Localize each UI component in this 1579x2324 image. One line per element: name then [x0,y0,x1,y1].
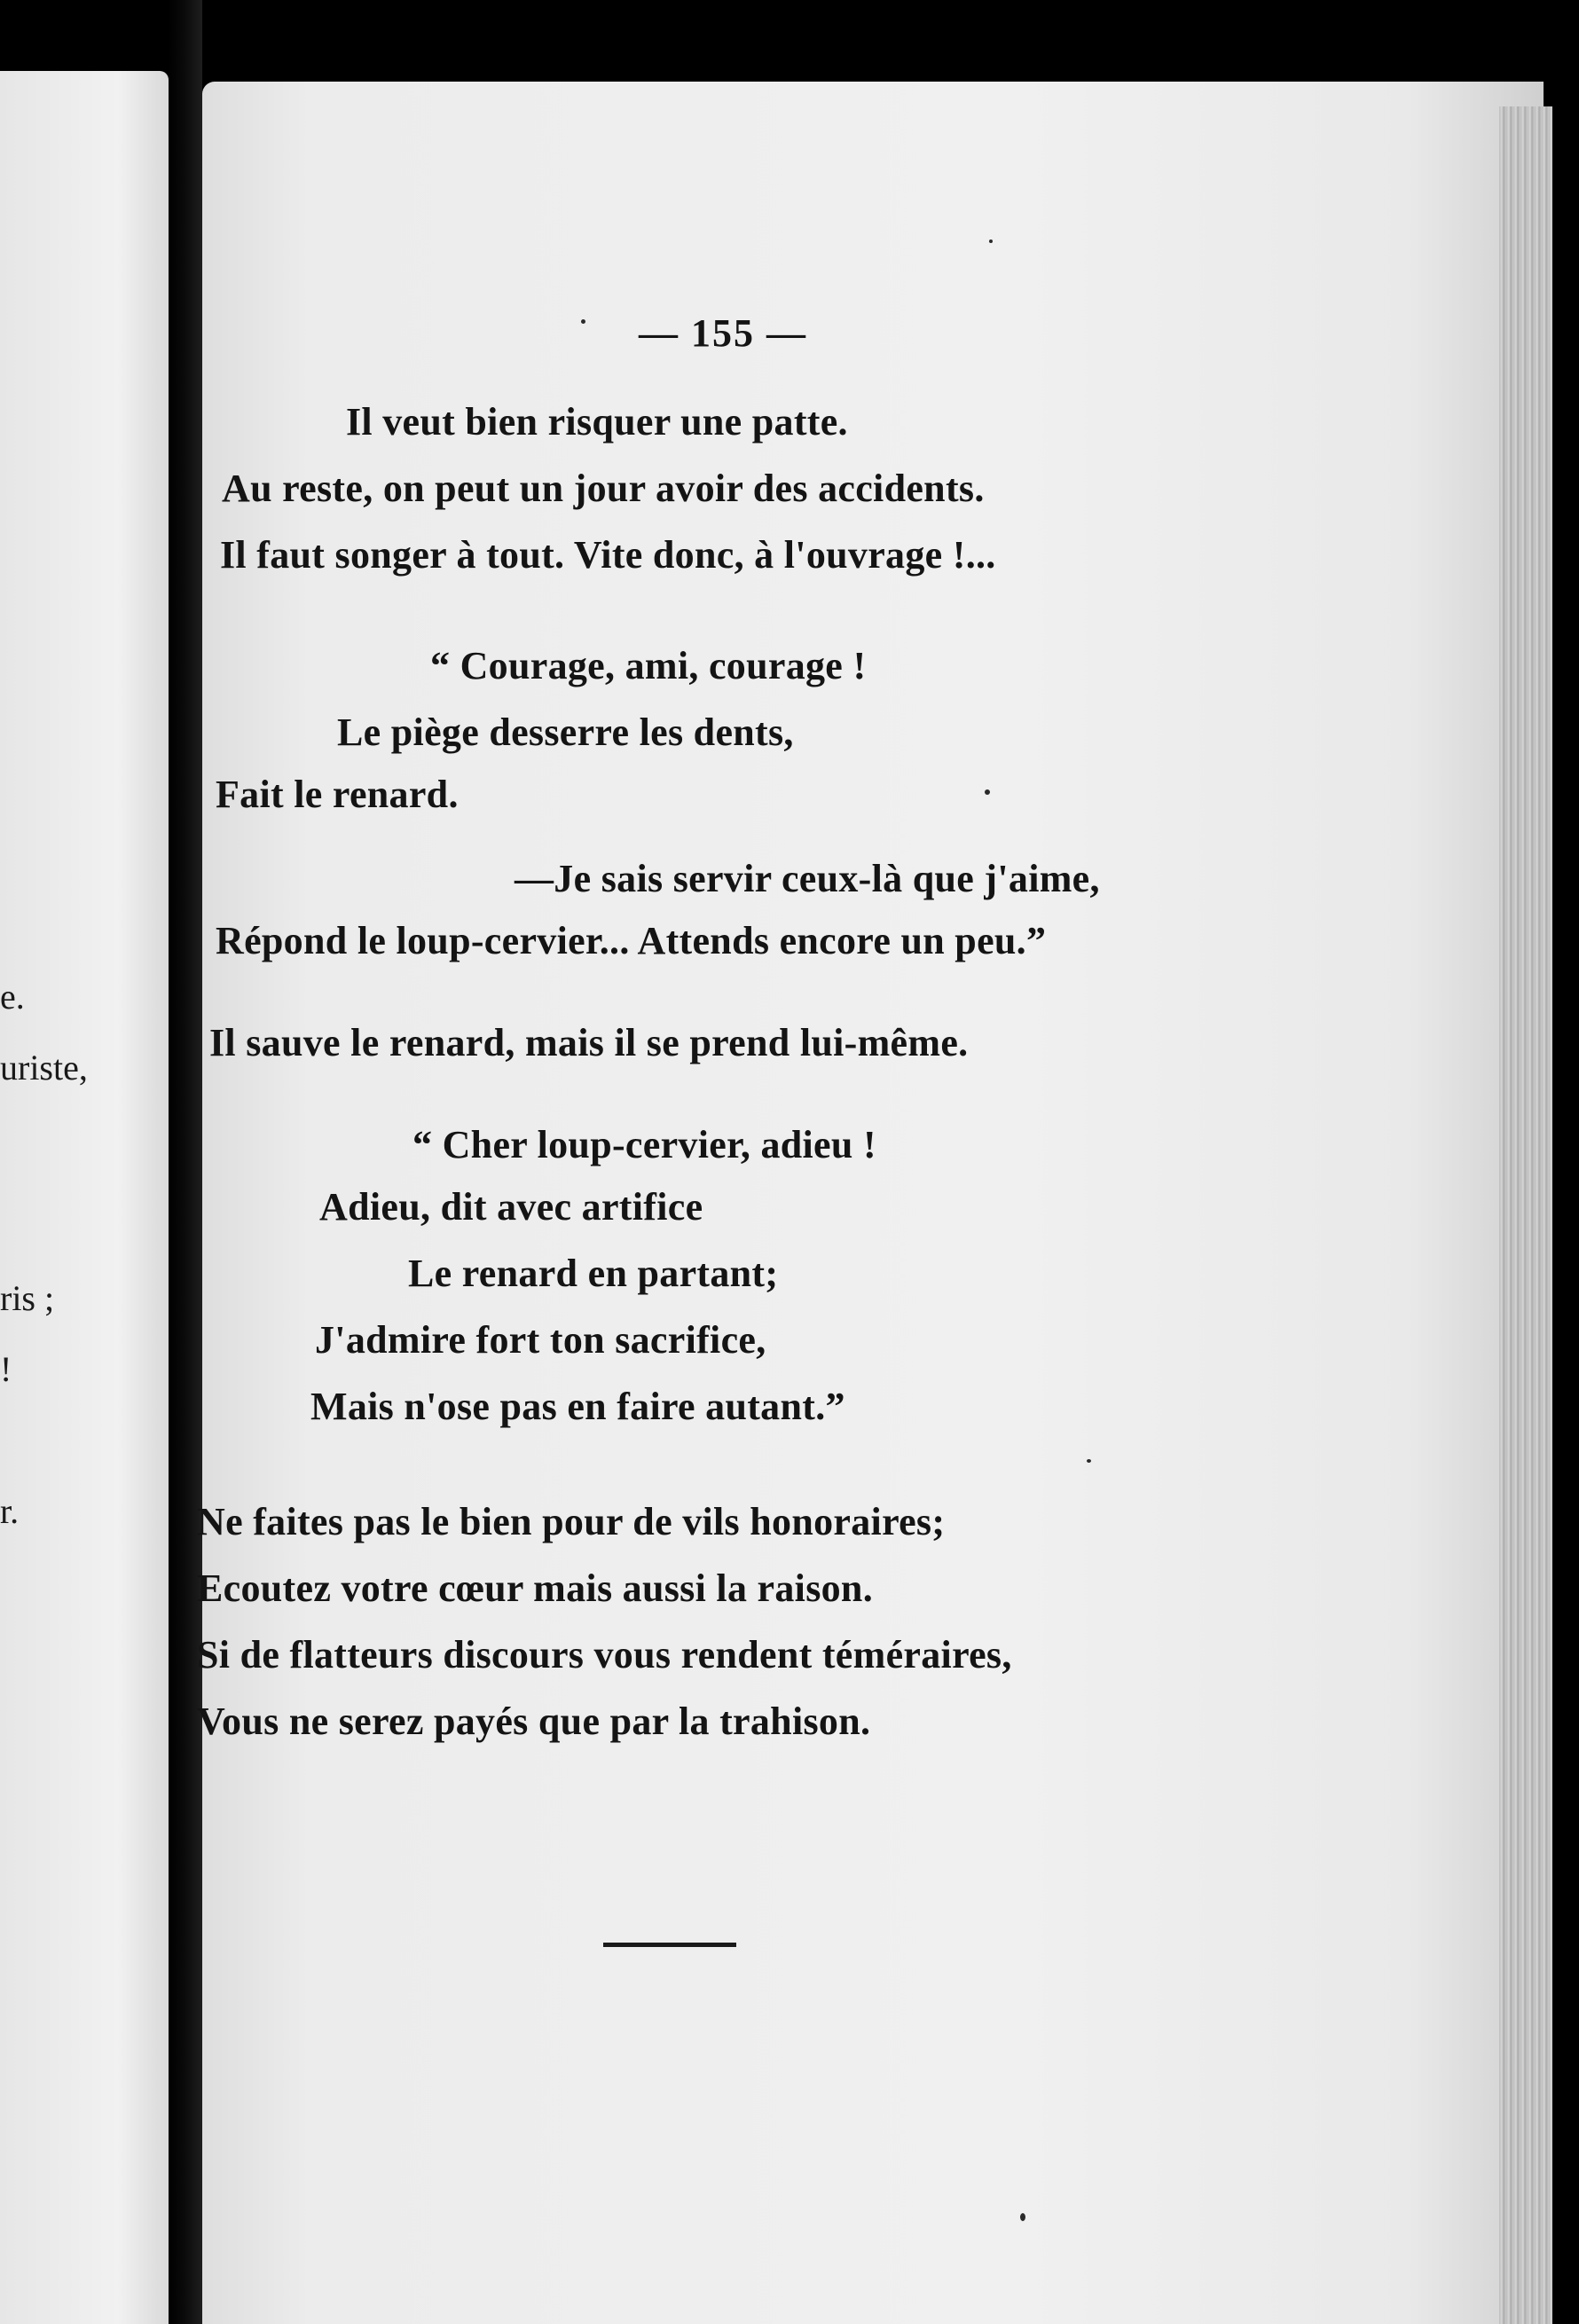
page-edge [1499,106,1552,2324]
end-rule [603,1943,736,1947]
verse-line: J'admire fort ton sacrifice, [315,1318,766,1362]
print-speck [1020,2213,1025,2221]
verse-line: Mais n'ose pas en faire autant.” [310,1385,845,1428]
print-speck [1087,1459,1091,1463]
verse-line: “ Cher loup-cervier, adieu ! [412,1123,876,1166]
verse-line: Fait le renard. [216,773,459,816]
print-speck [989,239,993,243]
left-page-fragment: ! [0,1349,12,1389]
verse-line: Répond le loup-cervier... Attends encore un peu.” [216,919,1047,962]
verse-line: “ Courage, ami, courage ! [430,644,867,687]
verse-line: Au reste, on peut un jour avoir des accidents. [222,467,985,510]
book-gutter [169,0,202,2324]
left-facing-page [0,71,169,2324]
left-page-fragment: e. [0,977,25,1017]
page-number: — 155 — [639,311,807,355]
left-page-fragment: uriste, [0,1048,88,1087]
verse-line: Ne faites pas le bien pour de vils honoraires; [197,1500,946,1543]
left-page-fragment: ris ; [0,1278,55,1318]
verse-line: Vous ne serez payés que par la trahison. [197,1700,871,1743]
print-speck [581,319,585,324]
verse-line: Le renard en partant; [408,1252,779,1295]
verse-line: Ecoutez votre cœur mais aussi la raison. [197,1566,873,1610]
verse-line: Il veut bien risquer une patte. [346,400,848,444]
verse-line: Il sauve le renard, mais il se prend lui-même. [209,1021,969,1064]
print-speck [985,789,990,795]
verse-line: Le piège desserre les dents, [337,711,794,754]
left-page-fragment: r. [0,1491,20,1531]
verse-line: Adieu, dit avec artifice [319,1185,703,1229]
verse-line: Si de flatteurs discours vous rendent téméraires, [197,1633,1012,1676]
verse-line: Il faut songer à tout. Vite donc, à l'ouvrage !... [220,533,996,577]
verse-line: —Je sais servir ceux-là que j'aime, [515,857,1100,900]
